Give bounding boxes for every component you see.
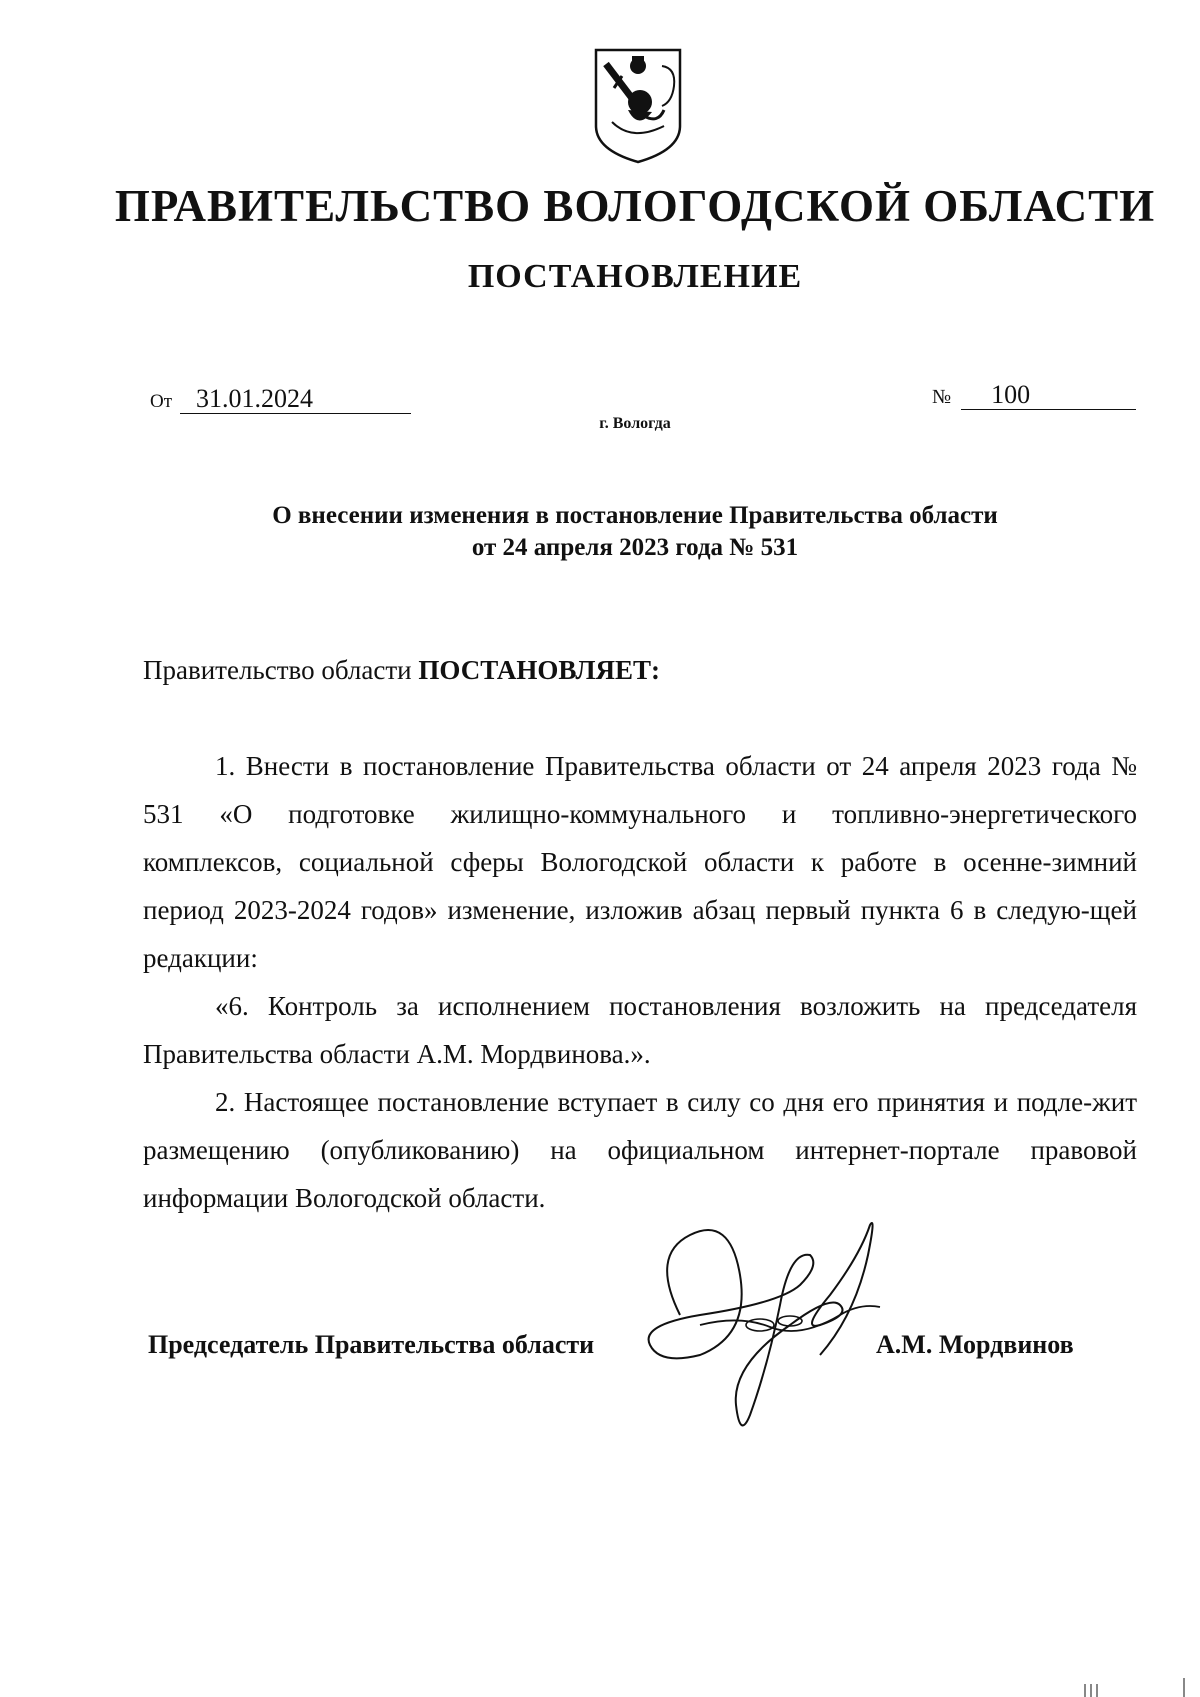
resolve-verb: ПОСТАНОВЛЯЕТ: (418, 655, 660, 685)
government-title: ПРАВИТЕЛЬСТВО ВОЛОГОДСКОЙ ОБЛАСТИ (114, 181, 1156, 231)
paragraph-quote: «6. Контроль за исполнением постановления возложить на председателя Правительства области А.М. Мордвинова.». (143, 991, 1137, 1069)
number-label: № (932, 386, 952, 408)
document-body (143, 742, 1137, 1222)
date-label: От (150, 391, 173, 412)
paragraph-2: 2. Настоящее постановление вступает в силу со дня его принятия и подле-жит размещению (опубликованию) на официальном интернет-портале правовой информации Вологодской области. (143, 1087, 1137, 1213)
handwritten-signature (640, 1215, 890, 1445)
subject-line-2: от 24 апреля 2023 года № 531 (471, 534, 799, 561)
signer-title: Председатель Правительства области (148, 1330, 595, 1359)
city: г. Вологда (599, 415, 671, 432)
number-row (932, 380, 1136, 410)
scan-artifact (1084, 1684, 1086, 1697)
subject-line-1: О внесении изменения в постановление Правительства области (272, 502, 998, 529)
number-value: 100 (961, 381, 1136, 410)
signer-name: А.М. Мордвинов (876, 1330, 1074, 1359)
resolve-prefix: Правительство области (143, 655, 419, 685)
date-value: 31.01.2024 (180, 385, 411, 414)
scan-artifact (1090, 1684, 1092, 1697)
coat-of-arms-icon (592, 46, 684, 166)
date-row (150, 384, 411, 414)
scan-artifact (1096, 1684, 1098, 1697)
document-type: ПОСТАНОВЛЕНИЕ (467, 258, 803, 295)
document-subject (0, 500, 1200, 564)
paragraph-1: 1. Внести в постановление Правительства области от 24 апреля 2023 года № 531 «О подготовке жилищно-коммунального и топливно-энергетического комплексов, социальной сферы Вологодской области к работе в осенне-зимний период 2023-2024 годов» изменение, изложив абзац первый пункта 6 в следую-щей редакции: (143, 751, 1137, 973)
resolve-line (143, 655, 660, 686)
scan-artifact (1183, 1678, 1185, 1697)
